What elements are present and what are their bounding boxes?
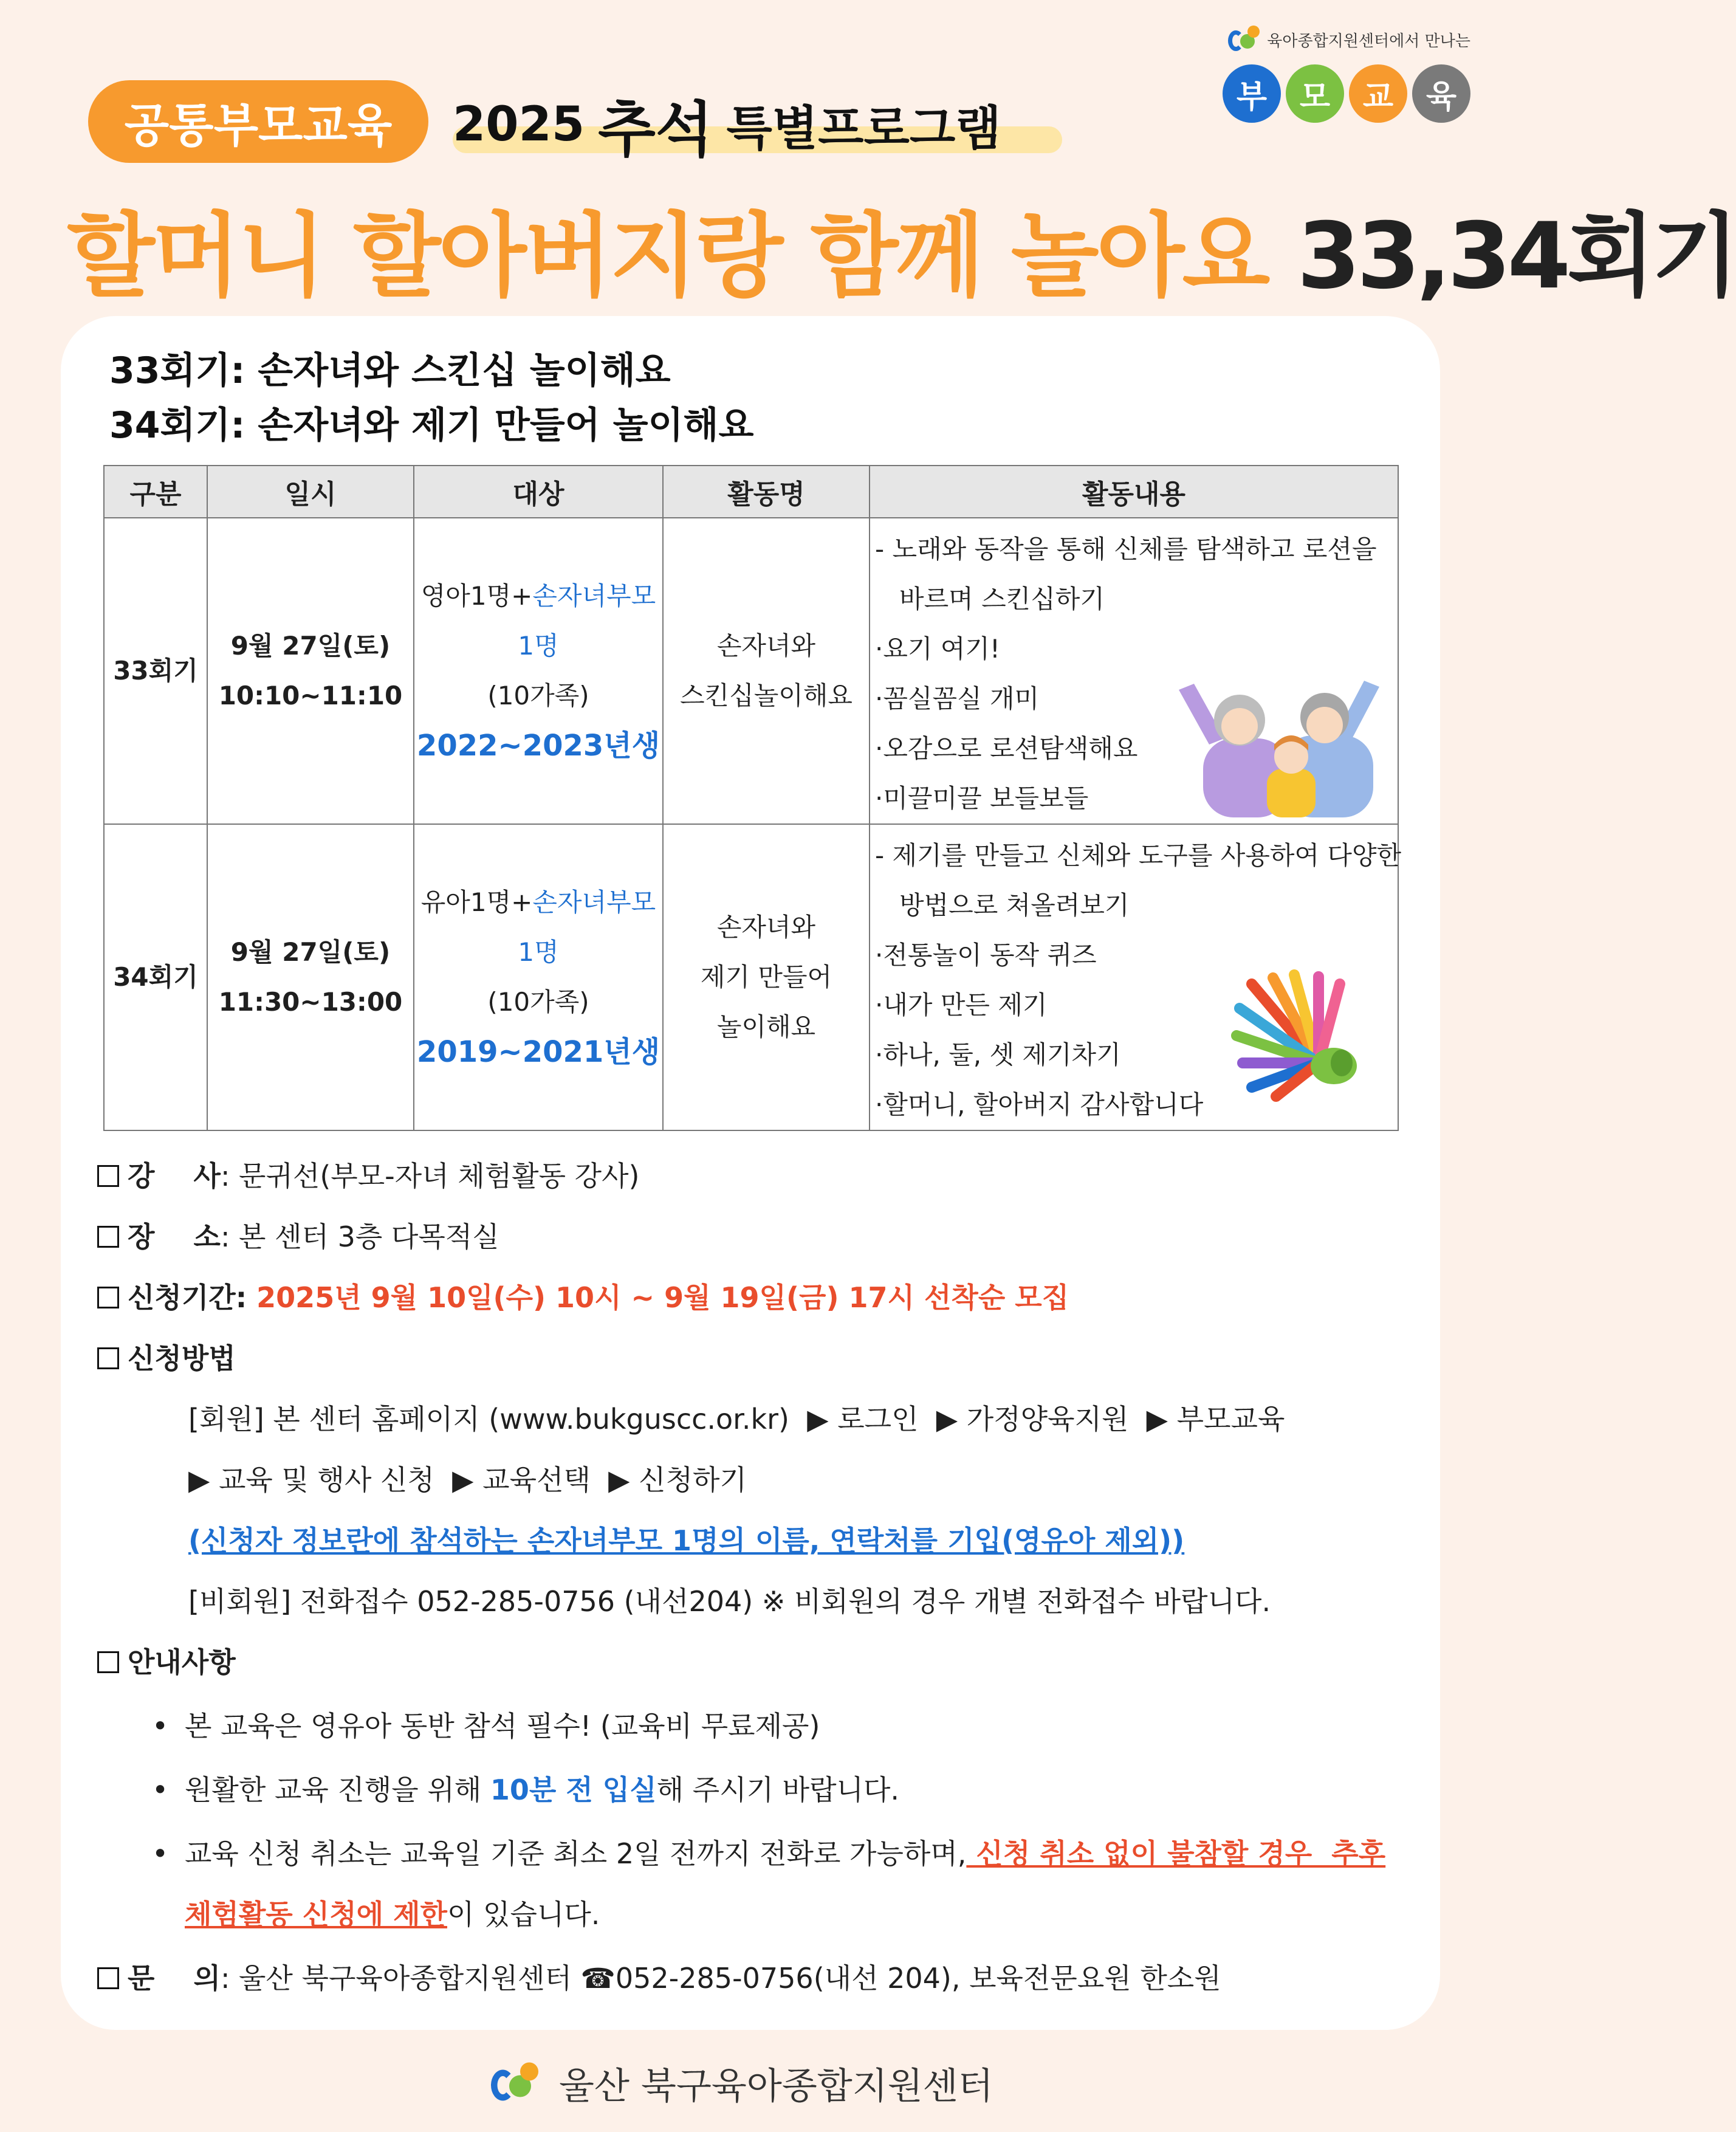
period-row: 신청기간: 2025년 9월 10일(수) 10시 ~ 9월 19일(금) 17시 선착순 모집: [97, 1279, 1069, 1316]
notice-row: 안내사항: [97, 1644, 236, 1680]
table-header: 활동명: [663, 466, 870, 518]
brand-badge: [1209, 24, 1470, 123]
session-headings: [109, 343, 753, 453]
brand-circles: [1209, 64, 1470, 123]
heading-34: 34회기: 손자녀와 제기 만들어 놀이해요: [109, 404, 754, 447]
jegi-illustration: [1227, 972, 1361, 1099]
checkbox-icon: [97, 1226, 119, 1248]
table-row: [104, 824, 1398, 1130]
brand-circle-3: 교: [1349, 64, 1407, 123]
checkbox-icon: [97, 1347, 119, 1369]
title-sessions: 33,34회기: [1297, 204, 1736, 309]
heading-33: 33회기: 손자녀와 스킨십 놀이해요: [109, 349, 671, 392]
datetime-cell: 9월 27일(토) 11:30~13:00: [207, 824, 414, 1130]
program-subtitle: [453, 91, 1001, 165]
activity-cell: 손자녀와 제기 만들어 놀이해요: [663, 824, 870, 1130]
method-row: 신청방법: [97, 1340, 236, 1377]
contact-row: 문 의: 울산 북구육아종합지원센터 ☎052-285-0756(내선 204), 보육전문요원 한소원: [97, 1960, 1221, 1996]
table-header: 구분: [104, 466, 207, 518]
target-cell: 영아1명+손자녀부모1명 (10가족) 2022~2023년생: [414, 518, 663, 824]
program-type: 특별프로그램: [726, 101, 1001, 156]
brand-tagline: 육아종합지원센터에서 만나는: [1209, 24, 1470, 55]
session-cell: 33회기: [104, 518, 207, 824]
place-row: 장 소: 본 센터 3층 다목적실: [97, 1219, 499, 1255]
schedule-table: [103, 465, 1402, 1131]
table-header-row: [104, 466, 1398, 518]
page-title: 할머니 할아버지랑 함께 놀아요 33,34회기: [67, 204, 1736, 309]
activity-cell: 손자녀와 스킨십놀이해요: [663, 518, 870, 824]
brand-circle-2: 모: [1286, 64, 1344, 123]
table-header: 일시: [207, 466, 414, 518]
instructor-row: 강 사: 문귀선(부모-자녀 체험활동 강사): [97, 1158, 639, 1194]
brand-circle-1: 부: [1223, 64, 1281, 123]
center-logo-icon: [489, 2061, 544, 2106]
method-steps: ▶ 교육 및 행사 신청 ▶ 교육선택 ▶ 신청하기: [188, 1463, 747, 1496]
content-cell: - 제기를 만들고 신체와 도구를 사용하여 다양한 방법으로 쳐올려보기 ·전통놀이 동작 퀴즈 ·내가 만든 제기 ·하나, 둘, 셋 제기차기 ·할머니, 할아버지 감사합니다: [870, 824, 1398, 1130]
program-year: 2025: [453, 97, 585, 152]
table-header: 활동내용: [870, 466, 1398, 518]
notice-item: • 교육 신청 취소는 교육일 기준 최소 2일 전까지 전화로 가능하며, 신청 취소 없이 불참할 경우 추후: [152, 1837, 1386, 1870]
grandparents-illustration: [1167, 678, 1391, 817]
target-cell: 유아1명+손자녀부모1명 (10가족) 2019~2021년생: [414, 824, 663, 1130]
notice-item-cont: 체험활동 신청에 제한이 있습니다.: [185, 1898, 600, 1931]
content-cell: - 노래와 동작을 통해 신체를 탐색하고 로션을 바르며 스킨십하기 ·요기 여기! ·꼼실꼼실 개미 ·오감으로 로션탐색해요 ·미끌미끌 보들보들: [870, 518, 1398, 824]
datetime-cell: 9월 27일(토) 10:10~11:10: [207, 518, 414, 824]
content-card: [61, 316, 1440, 2030]
notice-item: • 원활한 교육 진행을 위해 10분 전 입실해 주시기 바랍니다.: [152, 1773, 900, 1806]
table-row: [104, 518, 1398, 824]
notice-item: • 본 교육은 영유아 동반 참석 필수! (교육비 무료제공): [152, 1710, 820, 1742]
checkbox-icon: [97, 1651, 119, 1673]
checkbox-icon: [97, 1967, 119, 1989]
method-member: [회원] 본 센터 홈페이지 (www.bukguscc.or.kr) ▶ 로그인 ▶ 가정양육지원 ▶ 부모교육: [188, 1403, 1285, 1436]
table-header: 대상: [414, 466, 663, 518]
checkbox-icon: [97, 1165, 119, 1187]
checkbox-icon: [97, 1287, 119, 1308]
brand-circle-4: 육: [1412, 64, 1470, 123]
program-holiday: 추석: [598, 95, 713, 165]
center-logo-icon: [1227, 24, 1263, 55]
category-pill: 공통부모교육: [88, 80, 428, 163]
method-note: (신청자 정보란에 참석하는 손자녀부모 1명의 이름, 연락처를 기입(영유아 제외)): [188, 1524, 1185, 1557]
footer-org: 울산 북구육아종합지원센터: [498, 2057, 993, 2110]
session-cell: 34회기: [104, 824, 207, 1130]
method-nonmember: [비회원] 전화접수 052-285-0756 (내선204) ※ 비회원의 경우 개별 전화접수 바랍니다.: [188, 1585, 1271, 1618]
